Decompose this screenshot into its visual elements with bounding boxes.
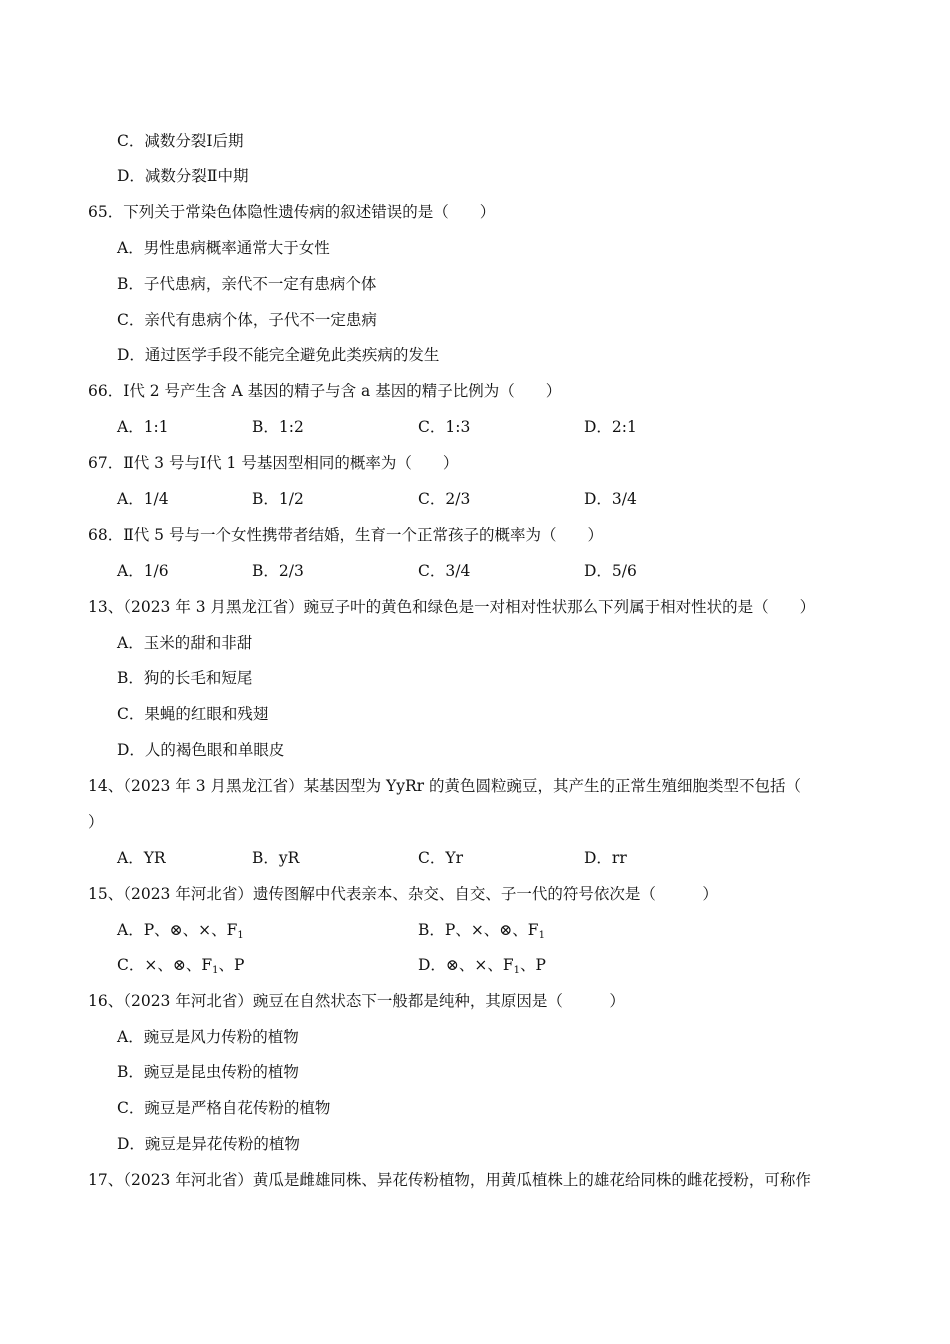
q14-option-c: C．Yr — [418, 849, 464, 867]
subscript-1: 1 — [538, 930, 545, 941]
q15-option-c — [117, 955, 244, 981]
q15-option-a — [117, 920, 244, 946]
q15-option-d — [418, 955, 546, 981]
q13-stem: 13、（2023 年 3 月黑龙江省）豌豆子叶的黄色和绿色是一对相对性状那么下列属于相对性状的是（ ） — [88, 598, 816, 616]
q65-stem: 65．下列关于常染色体隐性遗传病的叙述错误的是（ ） — [88, 203, 496, 221]
q15-option-b-text: B．P、×、⊗、F — [418, 921, 539, 939]
q14-stem: 14、（2023 年 3 月黑龙江省）某基因型为 YyRr 的黄色圆粒豌豆，其产生的正常生殖细胞类型不包括（ — [88, 777, 801, 795]
q15-option-d-text: D．⊗、×、F — [418, 956, 514, 974]
q65-option-a: A．男性患病概率通常大于女性 — [117, 239, 330, 257]
q16-option-b: B．豌豆是昆虫传粉的植物 — [117, 1063, 299, 1081]
q67-option-a: A．1/4 — [117, 490, 169, 508]
q17-stem: 17、（2023 年河北省）黄瓜是雌雄同株、异花传粉植物，用黄瓜植株上的雄花给同株的雌花授粉，可称作 — [88, 1171, 811, 1189]
q65-option-c: C．亲代有患病个体，子代不一定患病 — [117, 311, 377, 329]
subscript-1: 1 — [212, 965, 219, 976]
q15-option-a-text: A．P、⊗、×、F — [117, 921, 238, 939]
q16-option-d: D．豌豆是异花传粉的植物 — [117, 1135, 300, 1153]
q14-stem-continued: ） — [88, 813, 104, 831]
q66-stem: 66．Ⅰ代 2 号产生含 A 基因的精子与含 a 基因的精子比例为（ ） — [88, 382, 562, 400]
q15-stem: 15、（2023 年河北省）遗传图解中代表亲本、杂交、自交、子一代的符号依次是（ ） — [88, 885, 718, 903]
q66-option-a: A．1:1 — [117, 418, 169, 436]
q66-option-c: C．1:3 — [418, 418, 471, 436]
q64-option-d: D．减数分裂Ⅱ中期 — [117, 167, 249, 185]
q13-option-a: A．玉米的甜和非甜 — [117, 634, 253, 652]
q15-option-d-tail: 、P — [520, 956, 546, 974]
subscript-1: 1 — [237, 930, 244, 941]
q64-option-c: C．减数分裂Ⅰ后期 — [117, 132, 244, 150]
q68-stem: 68．Ⅱ代 5 号与一个女性携带者结婚，生育一个正常孩子的概率为（ ） — [88, 526, 603, 544]
q14-option-d: D．rr — [584, 849, 627, 867]
q67-option-d: D．3/4 — [584, 490, 637, 508]
q13-option-c: C．果蝇的红眼和残翅 — [117, 705, 269, 723]
q16-option-c: C．豌豆是严格自花传粉的植物 — [117, 1099, 331, 1117]
q16-option-a: A．豌豆是风力传粉的植物 — [117, 1028, 299, 1046]
q65-option-b: B．子代患病，亲代不一定有患病个体 — [117, 275, 377, 293]
q68-option-c: C．3/4 — [418, 562, 471, 580]
q66-option-d: D．2:1 — [584, 418, 637, 436]
q68-option-b: B．2/3 — [252, 562, 304, 580]
q15-option-c-text: C．×、⊗、F — [117, 956, 213, 974]
q68-option-a: A．1/6 — [117, 562, 169, 580]
q14-option-a: A．YR — [117, 849, 166, 867]
q68-option-d: D．5/6 — [584, 562, 637, 580]
q15-option-b — [418, 920, 545, 946]
q13-option-d: D．人的褐色眼和单眼皮 — [117, 741, 285, 759]
q67-option-c: C．2/3 — [418, 490, 471, 508]
q65-option-d: D．通过医学手段不能完全避免此类疾病的发生 — [117, 346, 440, 364]
q15-option-c-tail: 、P — [218, 956, 245, 974]
q67-stem: 67．Ⅱ代 3 号与Ⅰ代 1 号基因型相同的概率为（ ） — [88, 454, 459, 472]
q66-option-b: B．1:2 — [252, 418, 304, 436]
q13-option-b: B．狗的长毛和短尾 — [117, 669, 253, 687]
q67-option-b: B．1/2 — [252, 490, 304, 508]
q14-option-b: B．yR — [252, 849, 300, 867]
subscript-1: 1 — [513, 965, 521, 976]
q16-stem: 16、（2023 年河北省）豌豆在自然状态下一般都是纯种，其原因是（ ） — [88, 992, 625, 1010]
